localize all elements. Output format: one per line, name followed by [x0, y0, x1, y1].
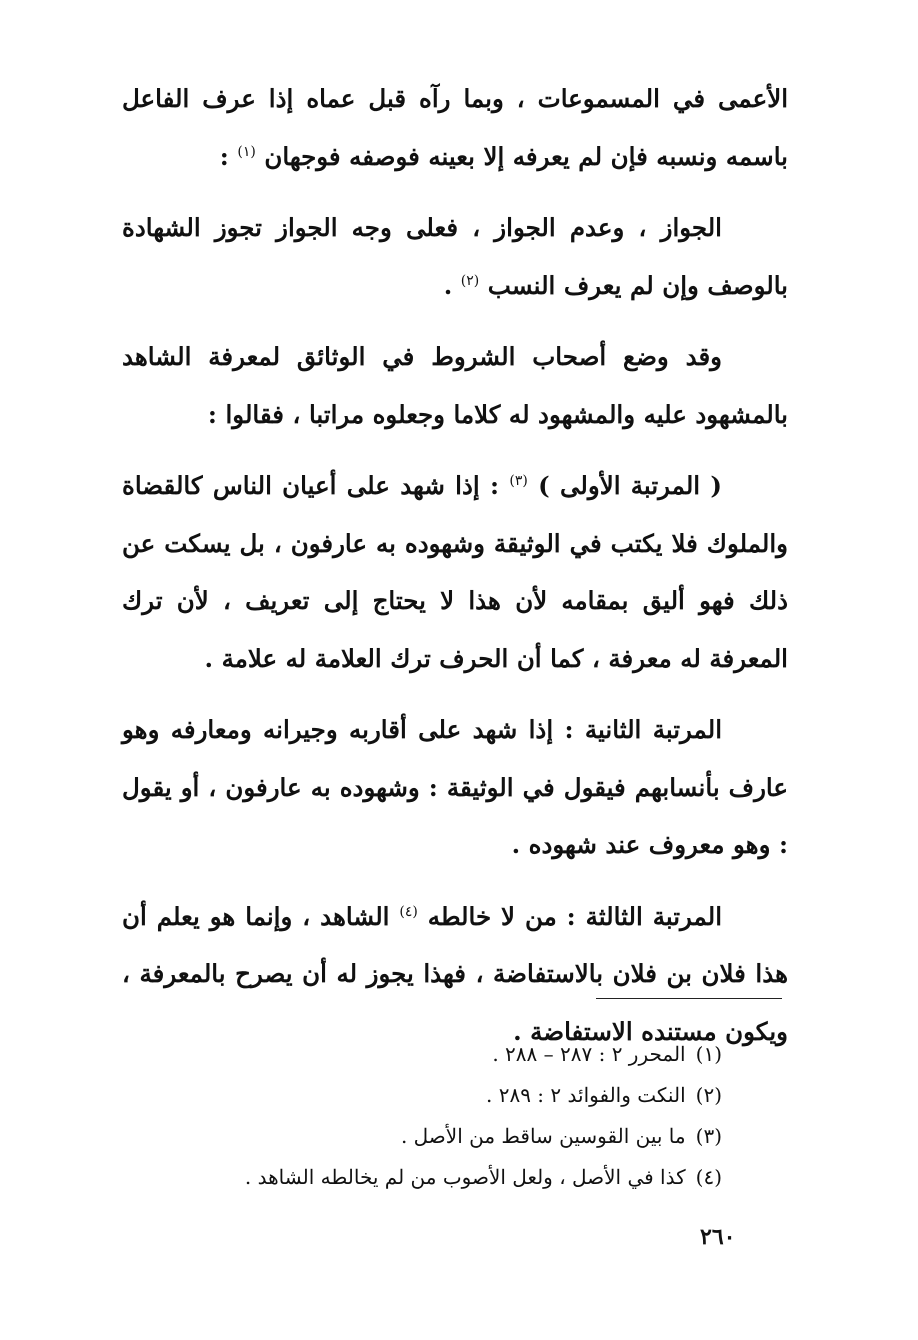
footnote-reference: (١) — [237, 143, 256, 160]
footnote-text: ما بين القوسين ساقط من الأصل . — [400, 1124, 686, 1148]
footnote-item — [122, 1034, 722, 1075]
footnote-reference: (٢) — [460, 272, 480, 289]
paragraph-text: المرتبة الثانية : إذا شهد على أقاربه وجيرانه ومعارفه وهو عارف بأنسابهم فيقول في الوثيقة : وشهوده به عارفون ، أو يقول : وهو معروف عند شهوده . — [122, 715, 788, 859]
paragraph — [122, 70, 788, 185]
footnote-separator — [596, 998, 782, 999]
paragraph — [122, 199, 788, 314]
footnote-number: (٣) — [695, 1124, 722, 1148]
footnote-number: (٤) — [695, 1165, 722, 1189]
footnote-item — [122, 1157, 722, 1198]
paragraph-text: ( المرتبة الأولى ) — [527, 471, 722, 500]
paragraph — [122, 328, 788, 443]
page-number: ٢٦٠ — [700, 1224, 736, 1250]
paragraph-text: وقد وضع أصحاب الشروط في الوثائق لمعرفة الشاهد بالمشهود عليه والمشهود له كلاما وجعلوه مراتبا ، فقالوا : — [122, 342, 788, 429]
main-text-body — [122, 70, 788, 1060]
paragraph-text: الشاهد ، وإنما هو يعلم أن هذا فلان بن فلان بالاستفاضة ، فهذا يجوز له أن يصرح بالمعرفة ، ويكون مستنده الاستفاضة . — [122, 901, 788, 1046]
paragraph-text: الأعمى في المسموعات ، وبما رآه قبل عماه إذا عرف الفاعل باسمه ونسبه فإن لم يعرفه إلا بعينه فوصفه فوجهان — [122, 84, 788, 171]
footnote-reference: (٣) — [509, 472, 528, 489]
footnotes-list — [122, 1034, 722, 1198]
footnote-item — [122, 1116, 722, 1157]
footnote-number: (١) — [695, 1042, 722, 1066]
paragraph-text: . — [443, 270, 461, 300]
paragraph-text: المرتبة الثالثة : من لا خالطه — [417, 901, 722, 931]
paragraph-text: الجواز ، وعدم الجواز ، فعلى وجه الجواز تجوز الشهادة بالوصف وإن لم يعرف النسب — [122, 213, 788, 300]
footnote-number: (٢) — [695, 1083, 722, 1107]
paragraph-text: : إذا شهد على أعيان الناس كالقضاة والملوك فلا يكتب في الوثيقة وشهوده به عارفون ، بل يسكت عن ذلك فهو أليق بمقامه لأن هذا لا يحتاج إلى تعريف ، لأن ترك المعرفة له معرفة ، كما أن الحرف ترك العلامة له علامة . — [122, 471, 788, 673]
footnote-text: المحرر ٢ : ٢٨٧ – ٢٨٨ . — [492, 1042, 686, 1066]
footnote-text: كذا في الأصل ، ولعل الأصوب من لم يخالطه الشاهد . — [244, 1165, 686, 1189]
paragraph — [122, 457, 788, 687]
paragraph-text: : — [219, 141, 238, 171]
footnote-item — [122, 1075, 722, 1116]
footnote-text: النكت والفوائد ٢ : ٢٨٩ . — [486, 1083, 686, 1107]
footnote-reference: (٤) — [399, 903, 418, 920]
paragraph — [122, 701, 788, 874]
